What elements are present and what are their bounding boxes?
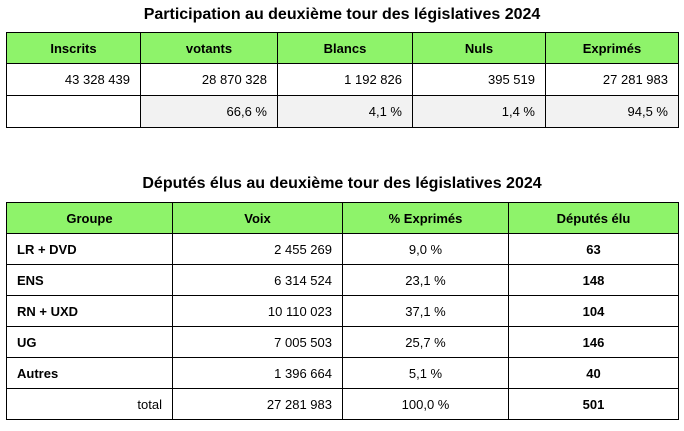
participation-table — [6, 32, 679, 128]
header-voix: Voix — [173, 203, 343, 234]
elus-cell: 148 — [509, 265, 679, 296]
header-inscrits: Inscrits — [7, 33, 141, 64]
groupe-cell: LR + DVD — [7, 234, 173, 265]
total-elus: 501 — [509, 389, 679, 420]
count-exprimes: 27 281 983 — [546, 64, 679, 96]
table-row — [7, 327, 679, 358]
participation-percent-row — [7, 96, 679, 128]
pct-cell: 23,1 % — [343, 265, 509, 296]
elus-cell: 40 — [509, 358, 679, 389]
participation-title: Participation au deuxième tour des législatives 2024 — [143, 6, 541, 23]
voix-cell: 2 455 269 — [173, 234, 343, 265]
voix-cell: 7 005 503 — [173, 327, 343, 358]
percent-exprimes: 94,5 % — [546, 96, 679, 128]
table-row — [7, 296, 679, 327]
count-blancs: 1 192 826 — [278, 64, 413, 96]
deputes-table — [6, 202, 679, 420]
deputes-title: Députés élus au deuxième tour des législatives 2024 — [142, 175, 542, 192]
groupe-cell: UG — [7, 327, 173, 358]
percent-votants: 66,6 % — [141, 96, 278, 128]
voix-cell: 6 314 524 — [173, 265, 343, 296]
voix-cell: 10 110 023 — [173, 296, 343, 327]
total-label: total — [7, 389, 173, 420]
header-nuls: Nuls — [413, 33, 546, 64]
header-votants: votants — [141, 33, 278, 64]
count-votants: 28 870 328 — [141, 64, 278, 96]
total-pct: 100,0 % — [343, 389, 509, 420]
deputes-header-row — [7, 203, 679, 234]
pct-cell: 25,7 % — [343, 327, 509, 358]
header-blancs: Blancs — [278, 33, 413, 64]
header-exprimes: Exprimés — [546, 33, 679, 64]
groupe-cell: RN + UXD — [7, 296, 173, 327]
elus-cell: 146 — [509, 327, 679, 358]
participation-header-row — [7, 33, 679, 64]
elus-cell: 104 — [509, 296, 679, 327]
elus-cell: 63 — [509, 234, 679, 265]
header-groupe: Groupe — [7, 203, 173, 234]
table-row — [7, 265, 679, 296]
count-inscrits: 43 328 439 — [7, 64, 141, 96]
groupe-cell: Autres — [7, 358, 173, 389]
percent-inscrits — [7, 96, 141, 128]
table-row — [7, 358, 679, 389]
total-voix: 27 281 983 — [173, 389, 343, 420]
voix-cell: 1 396 664 — [173, 358, 343, 389]
count-nuls: 395 519 — [413, 64, 546, 96]
header-deputes-elus: Députés élu — [509, 203, 679, 234]
total-row — [7, 389, 679, 420]
pct-cell: 37,1 % — [343, 296, 509, 327]
percent-blancs: 4,1 % — [278, 96, 413, 128]
pct-cell: 5,1 % — [343, 358, 509, 389]
header-pct-exprimes: % Exprimés — [343, 203, 509, 234]
participation-counts-row — [7, 64, 679, 96]
pct-cell: 9,0 % — [343, 234, 509, 265]
groupe-cell: ENS — [7, 265, 173, 296]
table-row — [7, 234, 679, 265]
percent-nuls: 1,4 % — [413, 96, 546, 128]
